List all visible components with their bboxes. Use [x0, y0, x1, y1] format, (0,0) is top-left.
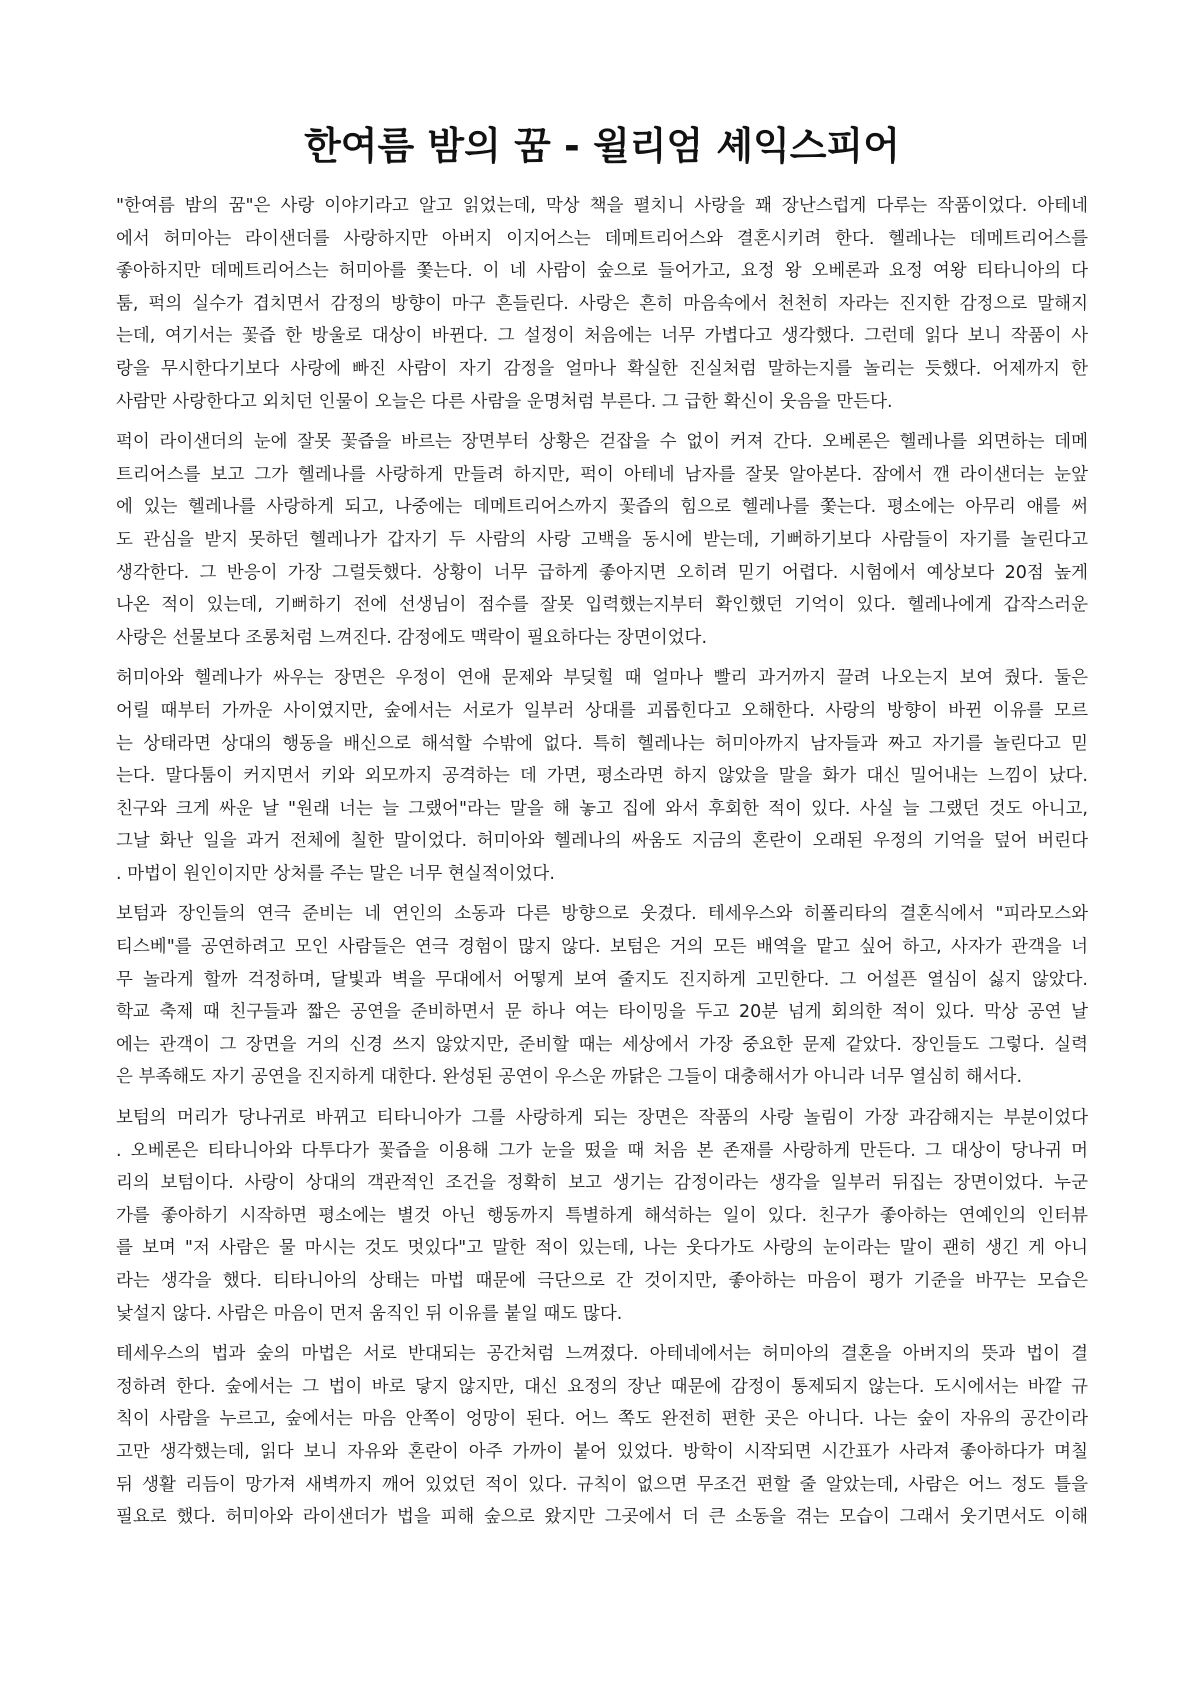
paragraph	[116, 426, 1088, 654]
text-line: 뒤 생활 리듬이 망가져 새벽까지 깨어 있었던 적이 있다. 규칙이 없으면 무조건 편할 줄 알았는데, 사람은 어느 정도 틀을	[116, 1474, 1088, 1495]
text-line: 사람만 사랑한다고 외치던 인물이 오늘은 다른 사람을 운명처럼 부른다. 그 급한 확신이 웃음을 만든다.	[116, 391, 893, 412]
text-line: 리의 보텀이다. 사랑이 상대의 객관적인 조건을 정확히 보고 생기는 감정이라는 생각을 일부러 뒤집는 장면이었다. 누군	[116, 1173, 1088, 1194]
paragraph	[116, 190, 1088, 418]
text-line: 테세우스의 법과 숲의 마법은 서로 반대되는 공간처럼 느껴졌다. 아테네에서는 허미아의 결혼을 아버지의 뜻과 법이 결	[116, 1344, 1088, 1365]
text-line: 는데, 여기서는 꽃즙 한 방울로 대상이 바뀐다. 그 설정이 처음에는 너무 가볍다고 생각했다. 그런데 읽다 보니 작품이 사	[116, 326, 1088, 347]
text-line: 에는 관객이 그 장면을 거의 신경 쓰지 않았지만, 준비할 때는 세상에서 가장 중요한 문제 같았다. 장인들도 그렇다. 실력	[116, 1034, 1088, 1055]
text-line: 도 관심을 받지 못하던 헬레나가 갑자기 두 사람의 사랑 고백을 동시에 받는데, 기뻐하기보다 사람들이 자기를 놀린다고	[116, 529, 1088, 550]
document-body	[116, 190, 1088, 1534]
text-line: 칙이 사람을 누르고, 숲에서는 마음 안쪽이 엉망이 된다. 어느 쪽도 완전히 편한 곳은 아니다. 나는 숲이 자유의 공간이라	[116, 1409, 1088, 1430]
text-line: 어릴 때부터 가까운 사이였지만, 숲에서는 서로가 일부러 상대를 괴롭힌다고 오해한다. 사랑의 방향이 바뀐 이유를 모르	[116, 700, 1088, 721]
text-line: 랑을 무시한다기보다 사랑에 빠진 사람이 자기 감정을 얼마나 확실한 진실처럼 말하는지를 놀리는 듯했다. 어제까지 한	[116, 358, 1088, 379]
text-line: 낯설지 않다. 사람은 마음이 먼저 움직인 뒤 이유를 붙일 때도 많다.	[116, 1303, 623, 1324]
text-line: 보텀과 장인들의 연극 준비는 네 연인의 소동과 다른 방향으로 웃겼다. 테세우스와 히폴리타의 결혼식에서 "피라모스와	[116, 904, 1088, 925]
text-line: 은 부족해도 자기 공연을 진지하게 대한다. 완성된 공연이 우스운 까닭은 그들이 대충해서가 아니라 너무 열심히 해서다.	[116, 1067, 1023, 1088]
text-line: 허미아와 헬레나가 싸우는 장면은 우정이 연애 문제와 부딪힐 때 얼마나 빨리 과거까지 끌려 나오는지 보여 줬다. 둘은	[116, 668, 1088, 689]
text-line: 고만 생각했는데, 읽다 보니 자유와 혼란이 아주 가까이 붙어 있었다. 방학이 시작되면 시간표가 사라져 좋아하다가 며칠	[116, 1441, 1088, 1462]
paragraph	[116, 1338, 1088, 1534]
text-line: 퍽이 라이샌더의 눈에 잘못 꽃즙을 바르는 장면부터 상황은 걷잡을 수 없이 커져 간다. 오베론은 헬레나를 외면하는 데메	[116, 432, 1088, 453]
text-line: 정하려 한다. 숲에서는 그 법이 바로 닿지 않지만, 대신 요정의 장난 때문에 감정이 통제되지 않는다. 도시에서는 바깥 규	[116, 1376, 1088, 1397]
text-line: 보텀의 머리가 당나귀로 바뀌고 티타니아가 그를 사랑하게 되는 장면은 작품의 사랑 놀림이 가장 과감해지는 부분이었다	[116, 1108, 1088, 1129]
paragraph	[116, 1102, 1088, 1330]
text-line: 좋아하지만 데메트리어스는 허미아를 쫓는다. 이 네 사람이 숲으로 들어가고, 요정 왕 오베론과 요정 여왕 티타니아의 다	[116, 261, 1088, 282]
text-line: 티스베"를 공연하려고 모인 사람들은 연극 경험이 많지 않다. 보텀은 거의 모든 배역을 맡고 싶어 하고, 사자가 관객을 너	[116, 937, 1088, 958]
text-line: 가를 좋아하기 시작하면 평소에는 별것 아닌 행동까지 특별하게 해석하는 일이 있다. 친구가 좋아하는 연예인의 인터뷰	[116, 1205, 1088, 1226]
document-title: 한여름 밤의 꿈 - 윌리엄 셰익스피어	[304, 124, 900, 168]
text-line: . 오베론은 티타니아와 다투다가 꽃즙을 이용해 그가 눈을 떴을 때 처음 본 존재를 사랑하게 만든다. 그 대상이 당나귀 머	[116, 1140, 1088, 1161]
text-line: 툼, 퍽의 실수가 겹치면서 감정의 방향이 마구 흔들린다. 사랑은 흔히 마음속에서 천천히 자라는 진지한 감정으로 말해지	[116, 293, 1088, 314]
text-line: 무 놀라게 할까 걱정하며, 달빛과 벽을 무대에서 어떻게 보여 줄지도 진지하게 고민한다. 그 어설픈 열심이 싫지 않았다.	[116, 969, 1088, 990]
text-line: 필요로 했다. 허미아와 라이샌더가 법을 피해 숲으로 왔지만 그곳에서 더 큰 소동을 겪는 모습이 그래서 웃기면서도 이해	[116, 1507, 1088, 1528]
text-line: 생각한다. 그 반응이 가장 그럴듯했다. 상황이 너무 급하게 좋아지면 오히려 믿기 어렵다. 시험에서 예상보다 20점 높게	[116, 562, 1088, 583]
text-line: 에 있는 헬레나를 사랑하게 되고, 나중에는 데메트리어스까지 꽃즙의 힘으로 헬레나를 쫓는다. 평소에는 아무리 애를 써	[116, 497, 1088, 518]
text-line: 라는 생각을 했다. 티타니아의 상태는 마법 때문에 극단으로 간 것이지만, 좋아하는 마음이 평가 기준을 바꾸는 모습은	[116, 1271, 1088, 1291]
text-line: 그날 화난 일을 과거 전체에 칠한 말이었다. 허미아와 헬레나의 싸움도 지금의 혼란이 오래된 우정의 기억을 덮어 버린다	[116, 831, 1088, 852]
text-line: "한여름 밤의 꿈"은 사랑 이야기라고 알고 읽었는데, 막상 책을 펼치니 사랑을 꽤 장난스럽게 다루는 작품이었다. 아테네	[116, 196, 1088, 216]
text-line: 는 상태라면 상대의 행동을 배신으로 해석할 수밖에 없다. 특히 헬레나는 허미아까지 남자들과 짜고 자기를 놀린다고 믿	[116, 733, 1088, 754]
text-line: 나온 적이 있는데, 기뻐하기 전에 선생님이 점수를 잘못 입력했는지부터 확인했던 기억이 있다. 헬레나에게 갑작스러운	[116, 595, 1088, 616]
text-line: . 마법이 원인이지만 상처를 주는 말은 너무 현실적이었다.	[116, 863, 555, 884]
text-line: 를 보며 "저 사람은 물 마시는 것도 멋있다"고 말한 적이 있는데, 나는 웃다가도 사랑의 눈이라는 말이 괜히 생긴 게 아니	[116, 1238, 1088, 1259]
text-line: 학교 축제 때 친구들과 짧은 공연을 준비하면서 문 하나 여는 타이밍을 두고 20분 넘게 회의한 적이 있다. 막상 공연 날	[116, 1002, 1088, 1023]
text-line: 에서 허미아는 라이샌더를 사랑하지만 아버지 이지어스는 데메트리어스와 결혼시키려 한다. 헬레나는 데메트리어스를	[116, 228, 1088, 249]
paragraph	[116, 898, 1088, 1094]
text-line: 친구와 크게 싸운 날 "원래 너는 늘 그랬어"라는 말을 해 놓고 집에 와서 후회한 적이 있다. 사실 늘 그랬던 것도 아니고,	[116, 798, 1088, 819]
text-line: 사랑은 선물보다 조롱처럼 느껴진다. 감정에도 맥락이 필요하다는 장면이었다.	[116, 627, 708, 648]
text-line: 는다. 말다툼이 커지면서 키와 외모까지 공격하는 데 가면, 평소라면 하지 않았을 말을 화가 대신 밀어내는 느낌이 났다.	[116, 766, 1088, 787]
text-line: 트리어스를 보고 그가 헬레나를 사랑하게 만들려 하지만, 퍽이 아테네 남자를 잘못 알아본다. 잠에서 깬 라이샌더는 눈앞	[116, 464, 1088, 485]
paragraph	[116, 662, 1088, 890]
